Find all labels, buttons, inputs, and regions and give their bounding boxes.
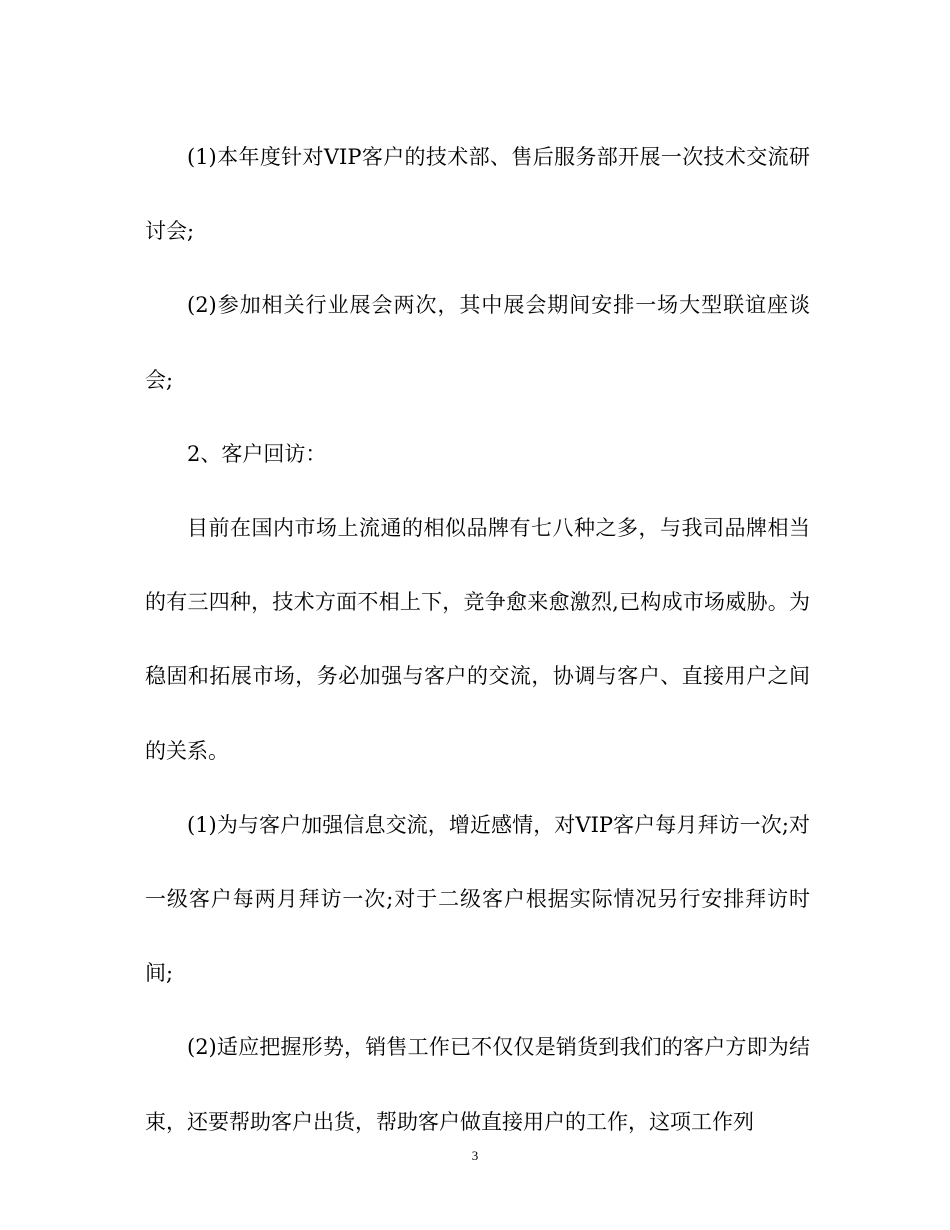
paragraph-item-2-trade-shows: (2)参加相关行业展会两次，其中展会期间安排一场大型联谊座谈会; xyxy=(145,293,810,392)
paragraph-item-1-tech-seminar: (1)本年度针对VIP客户的技术部、售后服务部开展一次技术交流研讨会; xyxy=(145,145,810,244)
section-heading-customer-visits: 2、客户回访： xyxy=(187,441,327,466)
paragraph-market-situation: 目前在国内市场上流通的相似品牌有七八种之多，与我司品牌相当的有三四种，技术方面不相上下，竞争愈来愈激烈,已构成市场威胁。为稳固和拓展市场，务必加强与客户的交流，协调与客户、直接用户之间的关系。 xyxy=(145,516,810,763)
paragraph-item-1-visit-schedule: (1)为与客户加强信息交流，增近感情，对VIP客户每月拜访一次;对一级客户每两月拜访一次;对于二级客户根据实际情况另行安排拜访时间; xyxy=(145,812,810,986)
page-number: 3 xyxy=(471,1148,479,1163)
document-body xyxy=(145,120,810,1159)
paragraph-item-2-sales-support: (2)适应把握形势，销售工作已不仅仅是销货到我们的客户方即为结束，还要帮助客户出货，帮助客户做直接用户的工作，这项工作列 xyxy=(145,1035,810,1134)
